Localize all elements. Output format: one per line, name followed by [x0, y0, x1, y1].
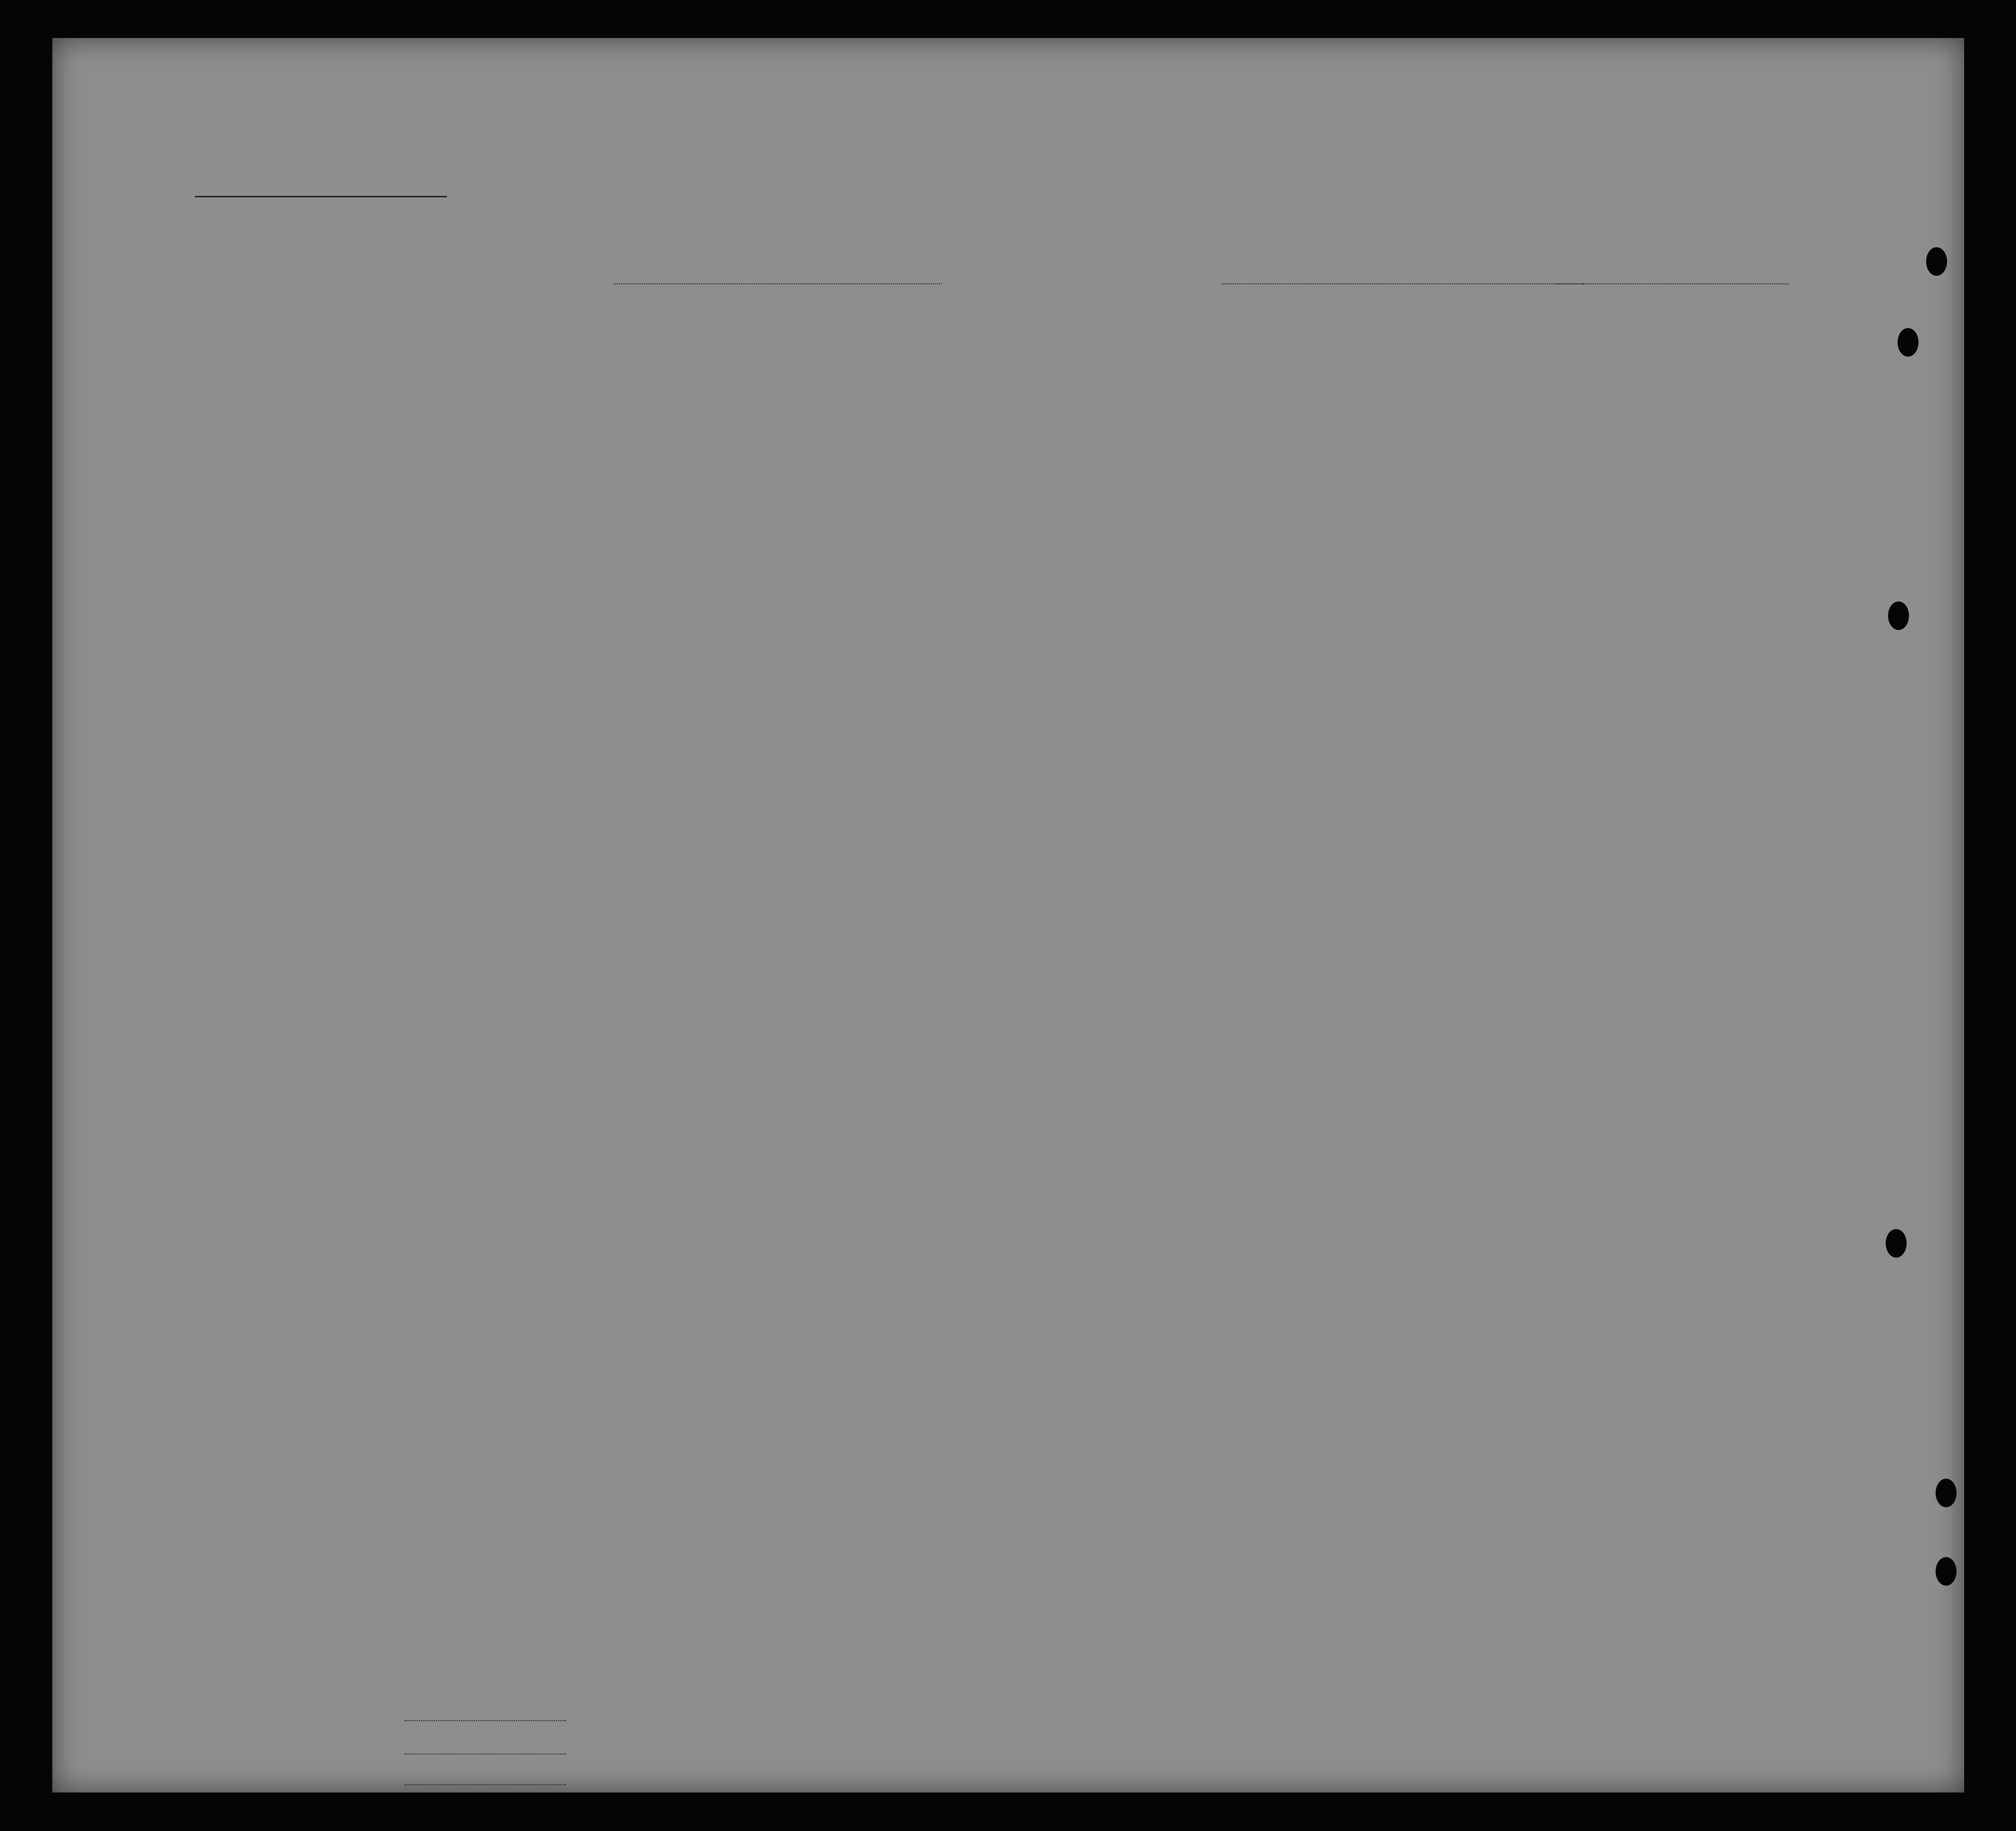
aliens-line — [404, 1784, 566, 1785]
binder-hole — [1936, 1479, 1957, 1507]
binder-hole — [1936, 1557, 1957, 1586]
binder-hole — [1886, 1229, 1907, 1258]
manifest-grid — [52, 38, 1964, 1792]
manifest-sheet — [52, 38, 1964, 1792]
citizens-line — [404, 1753, 566, 1754]
total-line — [404, 1720, 566, 1721]
binder-hole — [1898, 328, 1919, 357]
binder-hole — [1926, 247, 1947, 276]
binder-hole — [1888, 601, 1909, 630]
